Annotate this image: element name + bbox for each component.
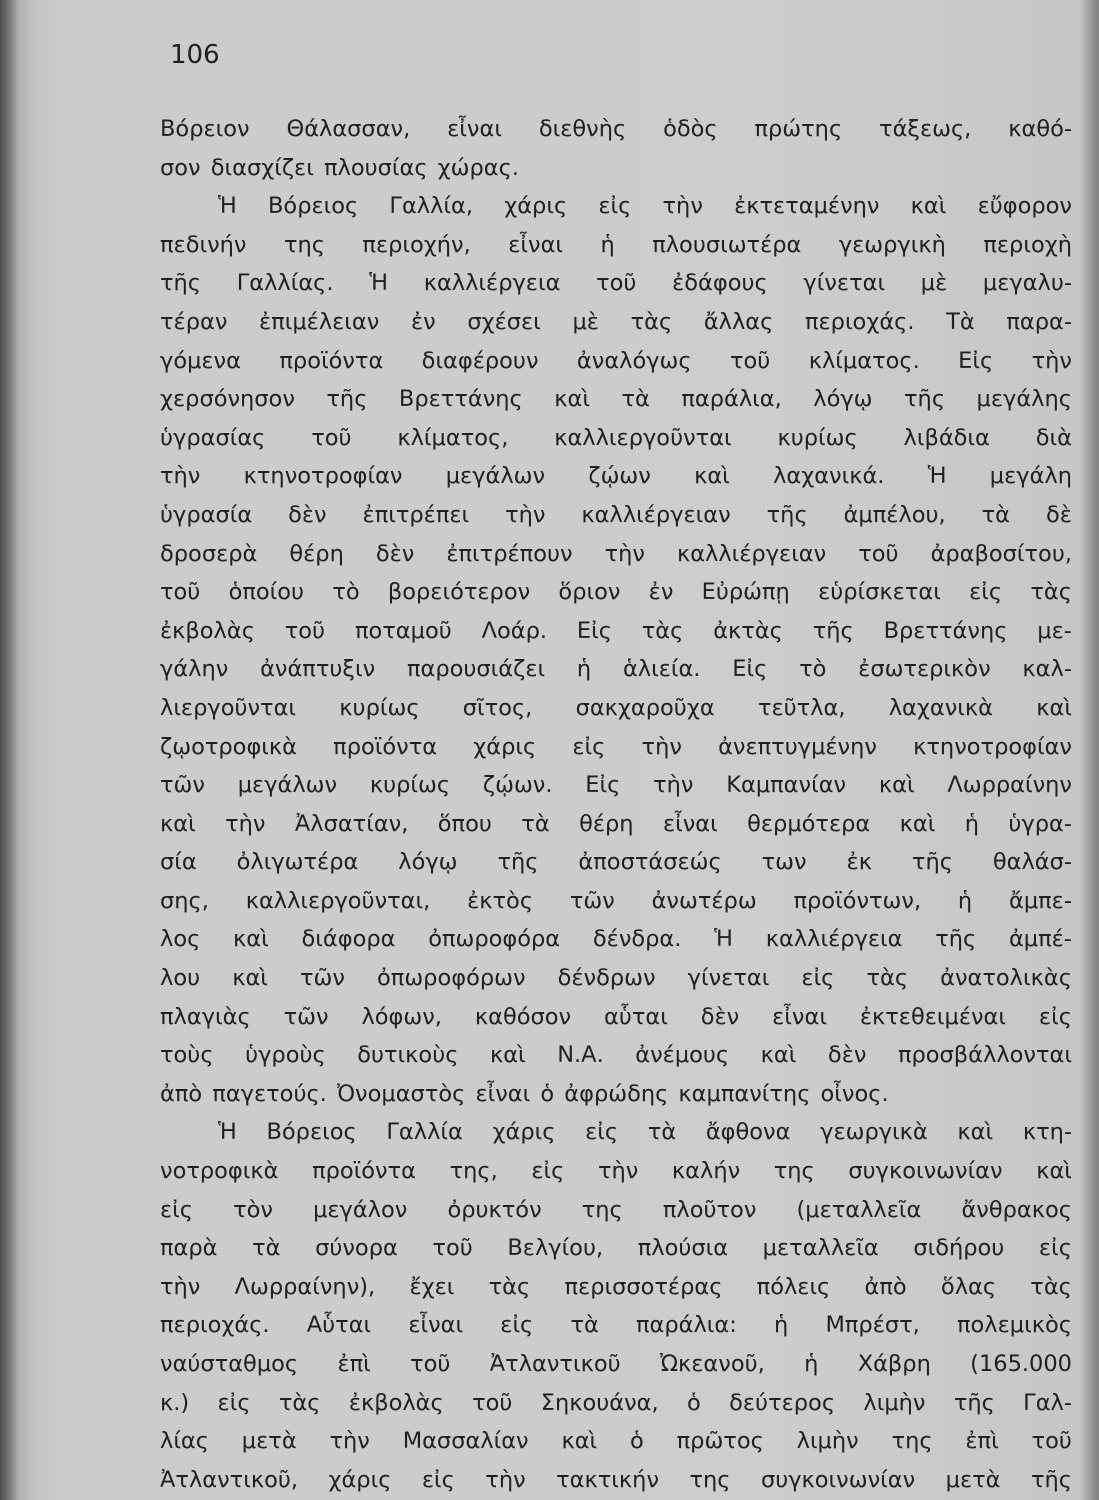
text-line: γάλην ἀνάπτυξιν παρουσιάζει ἡ ἁλιεία. Εἰς τὸ ἐσωτερικὸν καλ- <box>160 656 1072 683</box>
text-line: τοὺς ὑγροὺς δυτικοὺς καὶ Ν.Α. ἀνέμους καὶ δὲν προσβάλλονται <box>160 1042 1072 1069</box>
text-line: ζῳοτροφικὰ προϊόντα χάρις εἰς τὴν ἀνεπτυγμένην κτηνοτροφίαν <box>160 733 1072 760</box>
text-line: λίας μετὰ τὴν Μασσαλίαν καὶ ὁ πρῶτος λιμὴν της ἐπὶ τοῦ <box>160 1428 1072 1455</box>
text-line: τῆς Γαλλίας. Ἡ καλλιέργεια τοῦ ἐδάφους γίνεται μὲ μεγαλυ- <box>160 270 1072 297</box>
text-line: σης, καλλιεργοῦνται, ἐκτὸς τῶν ἀνωτέρω προϊόντων, ἡ ἄμπε- <box>160 887 1072 914</box>
text-line: χερσόνησον τῆς Βρεττάνης καὶ τὰ παράλια, λόγῳ τῆς μεγάλης <box>160 386 1072 413</box>
text-line: λιεργοῦνται κυρίως σῖτος, σακχαροῦχα τεῦτλα, λαχανικὰ καὶ <box>160 694 1072 721</box>
text-line: λου καὶ τῶν ὀπωροφόρων δένδρων γίνεται εἰς τὰς ἀνατολικὰς <box>160 965 1072 992</box>
page-edge-shadow <box>1079 0 1099 1500</box>
text-line: πλαγιὰς τῶν λόφων, καθόσον αὗται δὲν εἶναι ἐκτεθειμέναι εἰς <box>160 1003 1072 1030</box>
text-line: σία ὀλιγωτέρα λόγῳ τῆς ἀποστάσεώς των ἐκ τῆς θαλάσ- <box>160 849 1072 876</box>
text-line: γόμενα προϊόντα διαφέρουν ἀναλόγως τοῦ κλίματος. Εἰς τὴν <box>160 347 1072 374</box>
text-line: περιοχάς. Αὗται εἶναι εἰς τὰ παράλια: ἡ Μπρέστ, πολεμικὸς <box>160 1312 1072 1339</box>
text-line: κ.) εἰς τὰς ἐκβολὰς τοῦ Σηκουάνα, ὁ δεύτερος λιμὴν τῆς Γαλ- <box>160 1389 1072 1416</box>
text-line: λος καὶ διάφορα ὀπωροφόρα δένδρα. Ἡ καλλιέργεια τῆς ἀμπέ- <box>160 926 1072 953</box>
text-line: δροσερὰ θέρη δὲν ἐπιτρέπουν τὴν καλλιέργειαν τοῦ ἀραβοσίτου, <box>160 540 1072 567</box>
text-line: ναύσταθμος ἐπὶ τοῦ Ἀτλαντικοῦ Ὠκεανοῦ, ἡ Χάβρη (165.000 <box>160 1351 1072 1377</box>
text-line: ἀπὸ παγετούς. Ὀνομαστὸς εἶναι ὁ ἀφρώδης καμπανίτης οἶνος. <box>160 1080 889 1107</box>
text-line: Ἡ Βόρειος Γαλλία, χάρις εἰς τὴν ἐκτεταμένην καὶ εὔφορον <box>218 193 1072 220</box>
text-line: παρὰ τὰ σύνορα τοῦ Βελγίου, πλούσια μεταλλεῖα σιδήρου εἰς <box>160 1235 1072 1262</box>
text-line: τοῦ ὁποίου τὸ βορειότερον ὅριον ἐν Εὐρώπῃ εὑρίσκεται εἰς τὰς <box>160 579 1072 606</box>
text-line: τὴν Λωρραίνην), ἔχει τὰς περισσοτέρας πόλεις ἀπὸ ὅλας τὰς <box>160 1273 1072 1300</box>
text-line: τέραν ἐπιμέλειαν ἐν σχέσει μὲ τὰς ἄλλας περιοχάς. Τὰ παρα- <box>160 308 1072 335</box>
text-line: τῶν μεγάλων κυρίως ζῴων. Εἰς τὴν Καμπανίαν καὶ Λωρραίνην <box>160 772 1072 799</box>
text-line: καὶ τὴν Ἀλσατίαν, ὅπου τὰ θέρη εἶναι θερμότερα καὶ ἡ ὑγρα- <box>160 810 1072 837</box>
text-line: τὴν κτηνοτροφίαν μεγάλων ζῴων καὶ λαχανικά. Ἡ μεγάλη <box>160 463 1072 490</box>
page-binding-shadow <box>0 0 18 1500</box>
text-line: Ἀτλαντικοῦ, χάρις εἰς τὴν τακτικήν της συγκοινωνίαν μετὰ τῆς <box>160 1466 1072 1493</box>
body-text <box>160 110 1072 1499</box>
page-number: 106 <box>170 40 220 70</box>
text-line: εἰς τὸν μεγάλον ὀρυκτόν της πλοῦτον (μεταλλεῖα ἄνθρακος <box>160 1196 1072 1223</box>
text-line: Ἡ Βόρειος Γαλλία χάρις εἰς τὰ ἄφθονα γεωργικὰ καὶ κτη- <box>218 1119 1072 1146</box>
text-line: ἐκβολὰς τοῦ ποταμοῦ Λοάρ. Εἰς τὰς ἀκτὰς τῆς Βρεττάνης με- <box>160 617 1072 644</box>
text-line: πεδινήν της περιοχήν, εἶναι ἡ πλουσιωτέρα γεωργικὴ περιοχὴ <box>160 231 1072 258</box>
text-line: Βόρειον Θάλασσαν, εἶναι διεθνὴς ὁδὸς πρώτης τάξεως, καθό- <box>160 116 1072 142</box>
text-line: νοτροφικὰ προϊόντα της, εἰς τὴν καλήν της συγκοινωνίαν καὶ <box>160 1158 1072 1185</box>
text-line: ὑγρασία δὲν ἐπιτρέπει τὴν καλλιέργειαν τῆς ἀμπέλου, τὰ δὲ <box>160 501 1072 528</box>
text-line: σον διασχίζει πλουσίας χώρας. <box>160 154 519 181</box>
text-line: ὑγρασίας τοῦ κλίματος, καλλιεργοῦνται κυρίως λιβάδια διὰ <box>160 424 1072 451</box>
